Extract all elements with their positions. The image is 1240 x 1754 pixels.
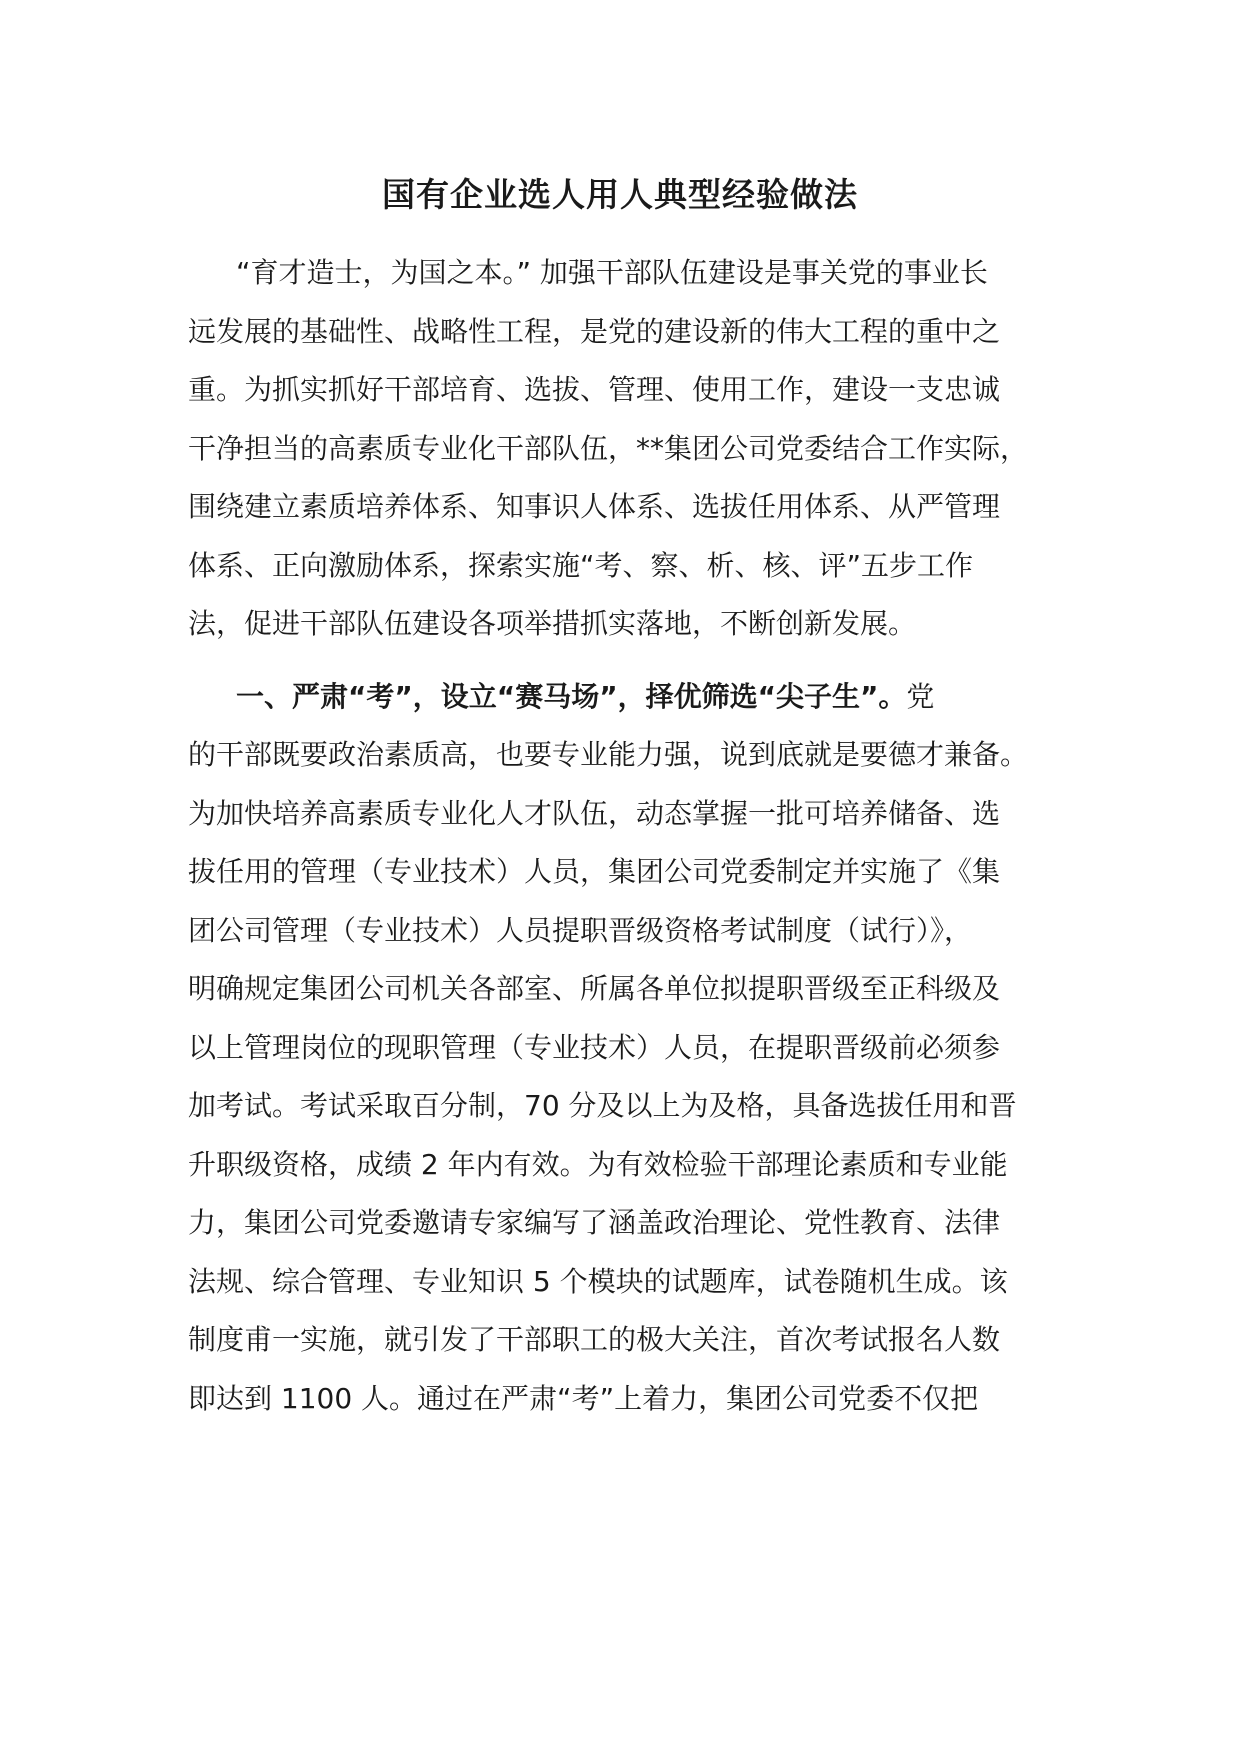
paragraph-2-line-11: 法规、综合管理、专业知识 5 个模块的试题库，试卷随机生成。该 (188, 1265, 1008, 1298)
paragraph-1-line-3: 重。为抓实抓好干部培育、选拔、管理、使用工作，建设一支忠诚 (188, 373, 1001, 406)
paragraph-2-line-7: 以上管理岗位的现职管理（专业技术）人员，在提职晋级前必须参 (188, 1031, 1001, 1064)
paragraph-1-line-7: 法，促进干部队伍建设各项举措抓实落地，不断创新发展。 (188, 607, 917, 640)
paragraph-2-line-6: 明确规定集团公司机关各部室、所属各单位拟提职晋级至正科级及 (188, 972, 1001, 1005)
paragraph-1-line-2: 远发展的基础性、战略性工程，是党的建设新的伟大工程的重中之 (188, 315, 1001, 348)
paragraph-2-line-8: 加考试。考试采取百分制，70 分及以上为及格，具备选拔任用和晋 (188, 1089, 1017, 1122)
paragraph-2-line-2: 的干部既要政治素质高，也要专业能力强，说到底就是要德才兼备。 (188, 738, 1029, 771)
paragraph-1-line-1: “育才造士，为国之本。” 加强干部队伍建设是事关党的事业长 (236, 256, 988, 289)
document-title: 国有企业选人用人典型经验做法 (382, 175, 858, 214)
paragraph-2-line-5: 团公司管理（专业技术）人员提职晋级资格考试制度（试行）》， (188, 914, 973, 947)
paragraph-1-line-6: 体系、正向激励体系，探索实施“考、察、析、核、评”五步工作 (188, 549, 974, 582)
paragraph-2-line-12: 制度甫一实施，就引发了干部职工的极大关注，首次考试报名人数 (188, 1323, 1001, 1356)
paragraph-2-line-10: 力，集团公司党委邀请专家编写了涵盖政治理论、党性教育、法律 (188, 1206, 1001, 1239)
paragraph-2-line-4: 拔任用的管理（专业技术）人员，集团公司党委制定并实施了《集 (188, 855, 1001, 888)
paragraph-2-line-3: 为加快培养高素质专业化人才队伍，动态掌握一批可培养储备、选 (188, 797, 1001, 830)
paragraph-1-line-4: 干净担当的高素质专业化干部队伍，**集团公司党委结合工作实际， (188, 432, 1029, 465)
section-heading-continuation: 党 (906, 680, 935, 713)
paragraph-2-line-1 (236, 677, 934, 717)
paragraph-2-line-9: 升职级资格，成绩 2 年内有效。为有效检验干部理论素质和专业能 (188, 1148, 1008, 1181)
paragraph-1-line-5: 围绕建立素质培养体系、知事识人体系、选拔任用体系、从严管理 (188, 490, 1001, 523)
section-heading: 一、严肃“考”，设立“赛马场”，择优筛选“尖子生”。 (236, 680, 907, 713)
paragraph-2-line-13: 即达到 1100 人。通过在严肃“考”上着力，集团公司党委不仅把 (188, 1382, 979, 1415)
